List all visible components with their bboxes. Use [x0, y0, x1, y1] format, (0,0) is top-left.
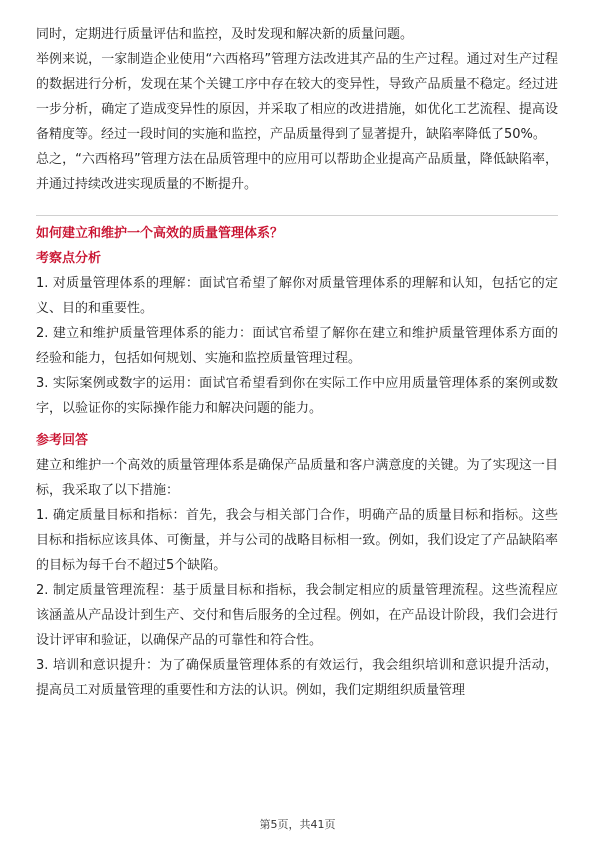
analysis-item-1: 1. 对质量管理体系的理解：面试官希望了解你对质量管理体系的理解和认知，包括它的定义、目的和重要性。 — [36, 276, 558, 316]
answer-paragraph-3: 2. 制定质量管理流程：基于质量目标和指标，我会制定相应的质量管理流程。这些流程应该涵盖从产品设计到生产、交付和售后服务的全过程。例如，在产品设计阶段，我们会进行设计评审和验证，以确保产品的可靠性和符合性。 — [36, 583, 558, 648]
page-number-footer: 第5页，共41页 — [259, 818, 336, 831]
analysis-item-3: 3. 实际案例或数字的运用：面试官希望看到你在实际工作中应用质量管理体系的案例或数字，以验证你的实际操作能力和解决问题的能力。 — [36, 376, 558, 416]
intro-paragraph-2: 举例来说，一家制造企业使用“六西格玛”管理方法改进其产品的生产过程。通过对生产过程的数据进行分析，发现在某个关键工序中存在较大的变异性，导致产品质量不稳定。经过进一步分析，确定了造成变异性的原因，并采取了相应的改进措施，如优化工艺流程、提高设备精度等。经过一段时间的实施和监控，产品质量得到了显著提升，缺陷率降低了50%。 — [36, 52, 558, 142]
intro-paragraph-3: 总之，“六西格玛”管理方法在品质管理中的应用可以帮助企业提高产品质量，降低缺陷率，并通过持续改进实现质量的不断提升。 — [36, 152, 558, 192]
answer-paragraph-2: 1. 确定质量目标和指标：首先，我会与相关部门合作，明确产品的质量目标和指标。这些目标和指标应该具体、可衡量，并与公司的战略目标相一致。例如，我们设定了产品缺陷率的目标为每千台不超过5个缺陷。 — [36, 508, 558, 573]
question-section — [36, 215, 558, 703]
analysis-item-2: 2. 建立和维护质量管理体系的能力：面试官希望了解你在建立和维护质量管理体系方面的经验和能力，包括如何规划、实施和监控质量管理过程。 — [36, 326, 558, 366]
answer-paragraph-1: 建立和维护一个高效的质量管理体系是确保产品质量和客户满意度的关键。为了实现这一目标，我采取了以下措施： — [36, 458, 558, 498]
intro-paragraph-1: 同时，定期进行质量评估和监控，及时发现和解决新的质量问题。 — [36, 27, 414, 42]
question-heading: 如何建立和维护一个高效的质量管理体系？ — [36, 226, 284, 241]
answer-paragraph-4: 3. 培训和意识提升：为了确保质量管理体系的有效运行，我会组织培训和意识提升活动，提高员工对质量管理的重要性和方法的认识。例如，我们定期组织质量管理 — [36, 658, 558, 698]
analysis-label: 考察点分析 — [36, 251, 102, 266]
page-content — [36, 22, 558, 703]
section-gap — [36, 421, 558, 428]
answer-label: 参考回答 — [36, 433, 89, 448]
